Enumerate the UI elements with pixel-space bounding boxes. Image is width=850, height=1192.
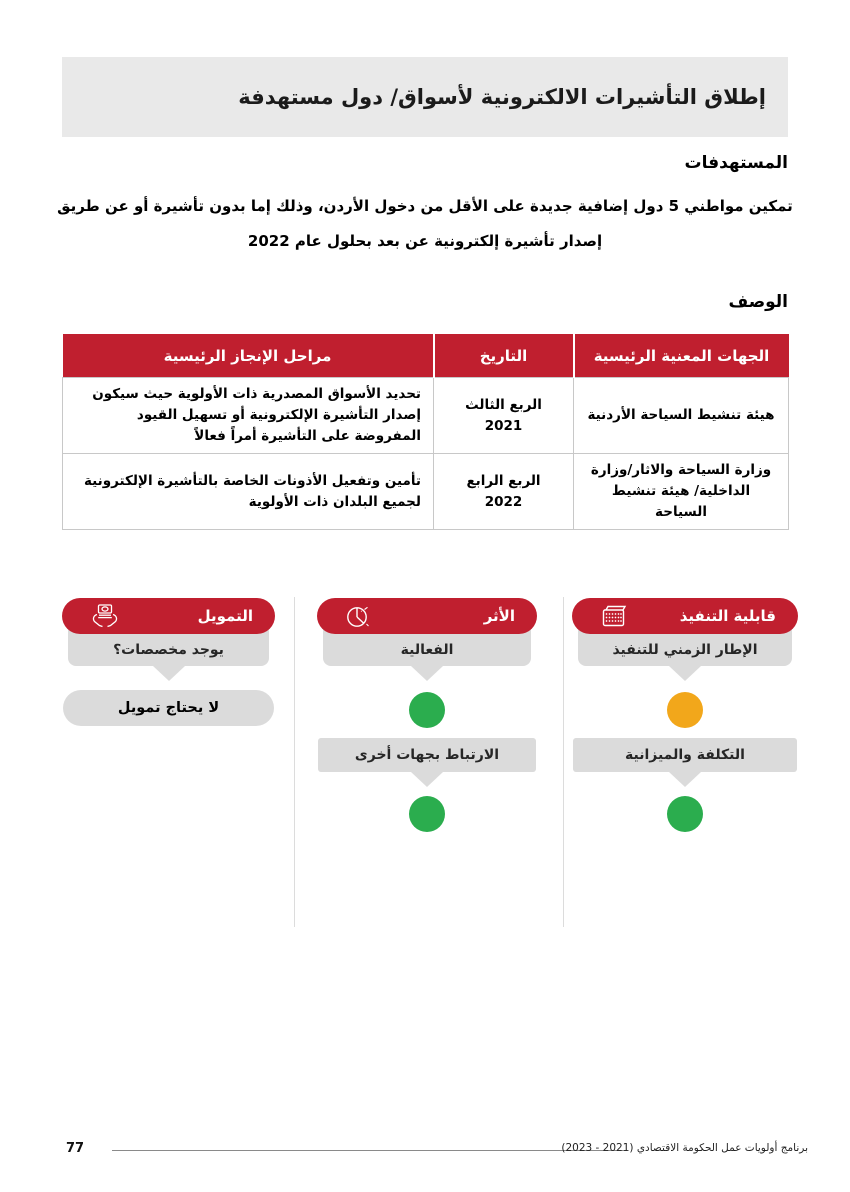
footer-rule (112, 1150, 626, 1151)
column-header-date: التاريخ (434, 334, 574, 378)
criterion-label: التكلفة والميزانية (573, 738, 797, 772)
impact-title: الأثر (483, 607, 515, 625)
targets-heading: المستهدفات (684, 153, 788, 173)
pie-chart-icon (345, 603, 371, 629)
funding-header (62, 598, 275, 634)
feasibility-header (572, 598, 798, 634)
milestone-cell: تأمين وتفعيل الأذونات الخاصة بالتأشيرة الإلكترونية لجميع البلدان ذات الأولوية (63, 454, 434, 530)
targets-paragraph: تمكين مواطني 5 دول إضافية جديدة على الأقل من دخول الأردن، وذلك إما بدون تأشيرة أو عن طريق إصدار تأشيرة إلكترونية عن بعد بحلول عام 2022 (57, 197, 793, 250)
date-cell: الربع الثالث 2021 (434, 378, 574, 454)
table-row (63, 454, 789, 530)
impact-card (317, 598, 537, 832)
column-header-entities: الجهات المعنية الرئيسية (574, 334, 789, 378)
entity-cell: وزارة السياحة والاثار/وزارة الداخلية/ هيئة تنشيط السياحة (574, 454, 789, 530)
footer-program-title: برنامج أولويات عمل الحكومة الاقتصادي (2021 - 2023) (561, 1142, 808, 1154)
status-dot (409, 796, 445, 832)
page-header (62, 57, 788, 137)
description-heading: الوصف (728, 292, 788, 312)
table-row (63, 378, 789, 454)
entity-cell: هيئة تنشيط السياحة الأردنية (574, 378, 789, 454)
description-table (62, 334, 789, 530)
card-divider (563, 597, 564, 927)
calendar-icon (600, 604, 627, 628)
status-dot (409, 692, 445, 728)
funding-question: يوجد مخصصات؟ (68, 628, 269, 666)
card-divider (294, 597, 295, 927)
feasibility-card (572, 598, 798, 832)
funding-answer-badge: لا يحتاج تمويل (63, 690, 274, 726)
table-header-row (63, 334, 789, 378)
status-dot (667, 692, 703, 728)
funding-title: التمويل (197, 607, 253, 625)
funding-card (62, 598, 275, 726)
column-header-milestones: مراحل الإنجاز الرئيسية (63, 334, 434, 378)
status-dot (667, 796, 703, 832)
feasibility-title: قابلية التنفيذ (679, 607, 776, 625)
page-number: 77 (66, 1141, 85, 1156)
criterion-label: الإطار الزمني للتنفيذ (578, 628, 792, 666)
impact-header (317, 598, 537, 634)
milestone-cell: تحديد الأسواق المصدرية ذات الأولوية حيث سيكون إصدار التأشيرة الإلكترونية أو تسهيل القيود المفروضة على التأشيرة أمراً فعالاً (63, 378, 434, 454)
criterion-label: الفعالية (323, 628, 531, 666)
date-cell: الربع الرابع 2022 (434, 454, 574, 530)
hands-money-icon (90, 603, 120, 630)
criterion-label: الارتباط بجهات أخرى (318, 738, 536, 772)
page-title: إطلاق التأشيرات الالكترونية لأسواق/ دول مستهدفة (238, 85, 766, 109)
